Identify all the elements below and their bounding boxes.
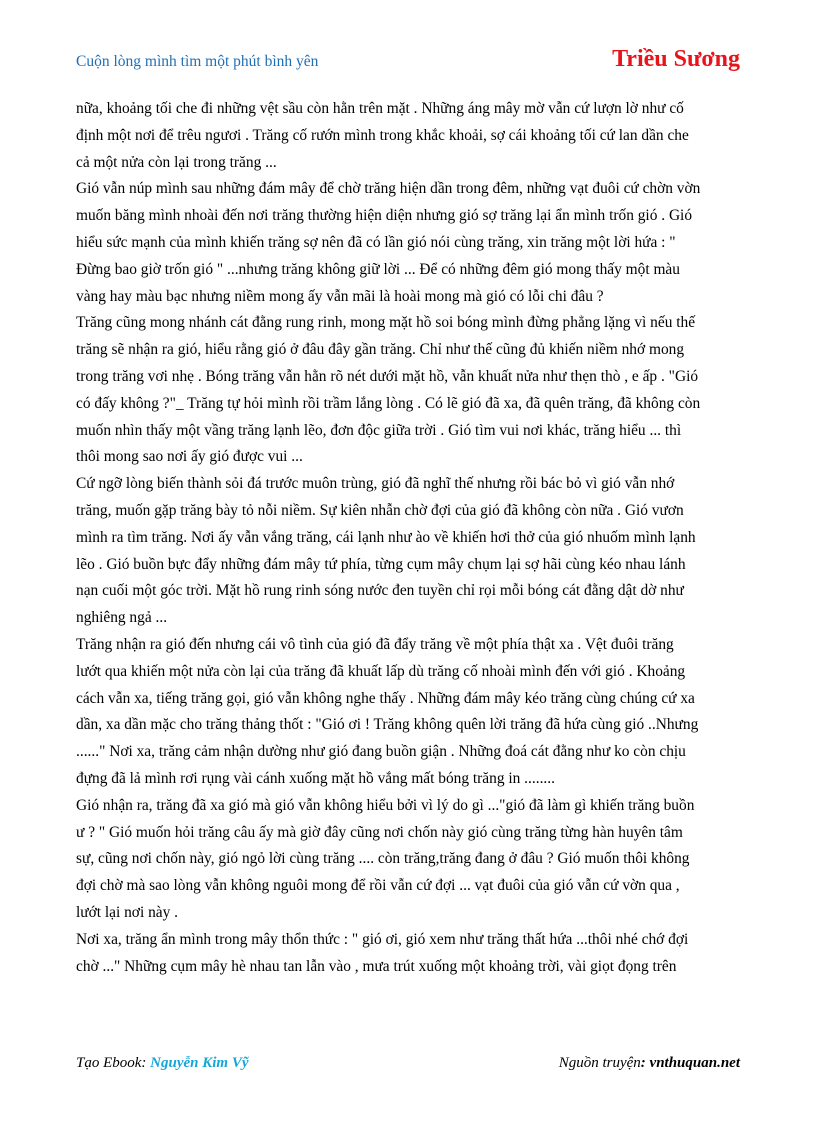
text-line: ư ? " Gió muốn hỏi trăng câu ấy mà giờ đây cũng nơi chốn này gió cùng trăng từng hàn huyên tâm	[76, 823, 683, 841]
text-line: vàng hay màu bạc nhưng niềm mong ấy vẫn mãi là hoài mong mà gió có lỗi chi đâu ?	[76, 287, 604, 305]
ebook-credit-separator: :	[141, 1055, 151, 1071]
ebook-creator-name: Nguyễn Kim Vỹ	[150, 1055, 249, 1071]
text-line: lẽo . Gió buồn bực đẩy những đám mây tứ phía, từng cụm mây chụm lại sợ hãi cùng kéo nhau lánh	[76, 555, 686, 573]
text-line: đợi chờ mà sao lòng vẫn không nguôi mong để rồi vẫn cứ đợi ... vạt đuôi của gió vẫn cứ vờn qua ,	[76, 877, 680, 895]
text-line: nữa, khoảng tối che đi những vệt sầu còn hằn trên mặt . Những áng mây mờ vẫn cứ lượn lờ như cố	[76, 100, 684, 117]
text-line: hiểu sức mạnh của mình khiến trăng sợ nên đã có lần gió nói cùng trăng, xin trăng một lời hứa : "	[76, 233, 676, 251]
story-title: Cuộn lòng mình tìm một phút bình yên	[76, 53, 319, 70]
text-line: sự, cũng nơi chốn này, gió ngỏ lời cùng trăng .... còn trăng,trăng đang ở đâu ? Gió muốn thôi không	[76, 850, 690, 868]
source-credit-separator: :	[640, 1055, 650, 1071]
text-line: trong trăng vơi nhẹ . Bóng trăng vẫn hằn rõ nét dưới mặt hồ, vẫn khuất nửa như thẹn thò , e ấp . "Gió	[76, 367, 699, 385]
source-site: vnthuquan.net	[649, 1055, 740, 1071]
text-line: chờ ..." Những cụm mây hè nhau tan lẫn vào , mưa trút xuống một khoảng trời, vài giọt đọng trên	[76, 957, 677, 975]
text-line: định một nơi để trêu ngươi . Trăng cố rướn mình trong khắc khoải, sợ cái khoảng tối cứ lan dần che	[76, 126, 689, 144]
text-line: lướt lại nơi này .	[76, 903, 178, 921]
ebook-credit-label: Tạo Ebook	[76, 1055, 142, 1071]
text-line: mình ra tìm trăng. Nơi ấy vẫn vắng trăng, cái lạnh như ào về khiến hơi thở của gió nhuốm mình lạnh	[76, 528, 696, 546]
source-credit	[559, 1055, 740, 1072]
text-line: Nơi xa, trăng ẩn mình trong mây thổn thức : " gió ơi, gió xem như trăng thất hứa ...thôi nhé chớ đợi	[76, 930, 689, 948]
text-line: nạn cuối một góc trời. Mặt hồ rung rinh sóng nước đen tuyền chỉ rọi mỗi bóng cát đằng dật dờ như	[76, 582, 684, 600]
text-line: Cứ ngỡ lòng biến thành sỏi đá trước muôn trùng, gió đã nghĩ thế nhưng rồi bác bỏ vì gió vẫn nhớ	[76, 475, 675, 493]
text-line: muốn nhìn thấy một vầng trăng lạnh lẽo, đơn độc giữa trời . Gió tìm vui nơi khác, trăng hiểu ... thì	[76, 421, 682, 439]
text-line: Gió vẫn núp mình sau những đám mây để chờ trăng hiện dần trong đêm, những vạt đuôi cứ chờn vờn	[76, 180, 701, 198]
text-line: cách vẫn xa, tiếng trăng gọi, gió vẫn không nghe thấy . Những đám mây kéo trăng cùng chúng cứ xa	[76, 689, 695, 707]
story-body	[76, 96, 748, 980]
text-line: Trăng cũng mong nhánh cát đằng rung rinh, mong mặt hồ soi bóng mình đừng phẳng lặng vì nếu thế	[76, 314, 696, 332]
text-line: Gió nhận ra, trăng đã xa gió mà gió vẫn không hiểu bởi vì lý do gì ..."gió đã làm gì khiến trăng buồn	[76, 796, 695, 814]
text-line: dần, xa dần mặc cho trăng thảng thốt : "Gió ơi ! Trăng không quên lời trăng đã hứa cùng gió ..Nhưng	[76, 716, 699, 734]
text-line: thôi mong sao nơi ấy gió được vui ...	[76, 448, 303, 466]
text-line: trăng, muốn gặp trăng bày tỏ nỗi niềm. Sự kiên nhẫn chờ đợi của gió đã không còn nữa . Gió vươn	[76, 501, 684, 519]
text-line: đựng đã lả mình rơi rụng vài cánh xuống mặt hồ vắng mất bóng trăng in ........	[76, 769, 555, 787]
page-footer	[76, 1055, 740, 1077]
source-credit-label: Nguồn truyện	[558, 1055, 641, 1071]
text-line: muốn băng mình nhoài đến nơi trăng thường hiện diện nhưng gió sợ trăng lại ẩn mình trốn gió . Gió	[76, 207, 693, 225]
text-line: ......" Nơi xa, trăng cảm nhận dường như gió đang buồn giận . Những đoá cát đằng như ko còn chịu	[76, 743, 686, 761]
text-line: Đừng bao giờ trốn gió " ...nhưng trăng không giữ lời ... Để có những đêm gió mong thấy một màu	[76, 260, 680, 278]
ebook-credit	[76, 1055, 249, 1072]
page-header	[76, 46, 740, 76]
text-line: cả một nửa còn lại trong trăng ...	[76, 153, 277, 171]
text-line: lướt qua khiến một nửa còn lại của trăng đã khuất lấp dù trăng cố nhoài mình đến với gió . Khoảng	[76, 662, 686, 680]
text-line: nghiêng ngả ...	[76, 609, 168, 627]
author-name: Triều Sương	[612, 46, 740, 72]
text-line: Trăng nhận ra gió đến nhưng cái vô tình của gió đã đẩy trăng về một phía thật xa . Vệt đuôi trăng	[76, 635, 674, 653]
text-line: có đấy không ?"_ Trăng tự hỏi mình rồi trầm lắng lòng . Có lẽ gió đã xa, đã quên trăng, đã không còn	[76, 394, 701, 412]
text-line: trăng sẽ nhận ra gió, hiểu rằng gió ở đâu đây gần trăng. Chỉ như thế cũng đủ khiến niềm nhớ mong	[76, 341, 685, 359]
